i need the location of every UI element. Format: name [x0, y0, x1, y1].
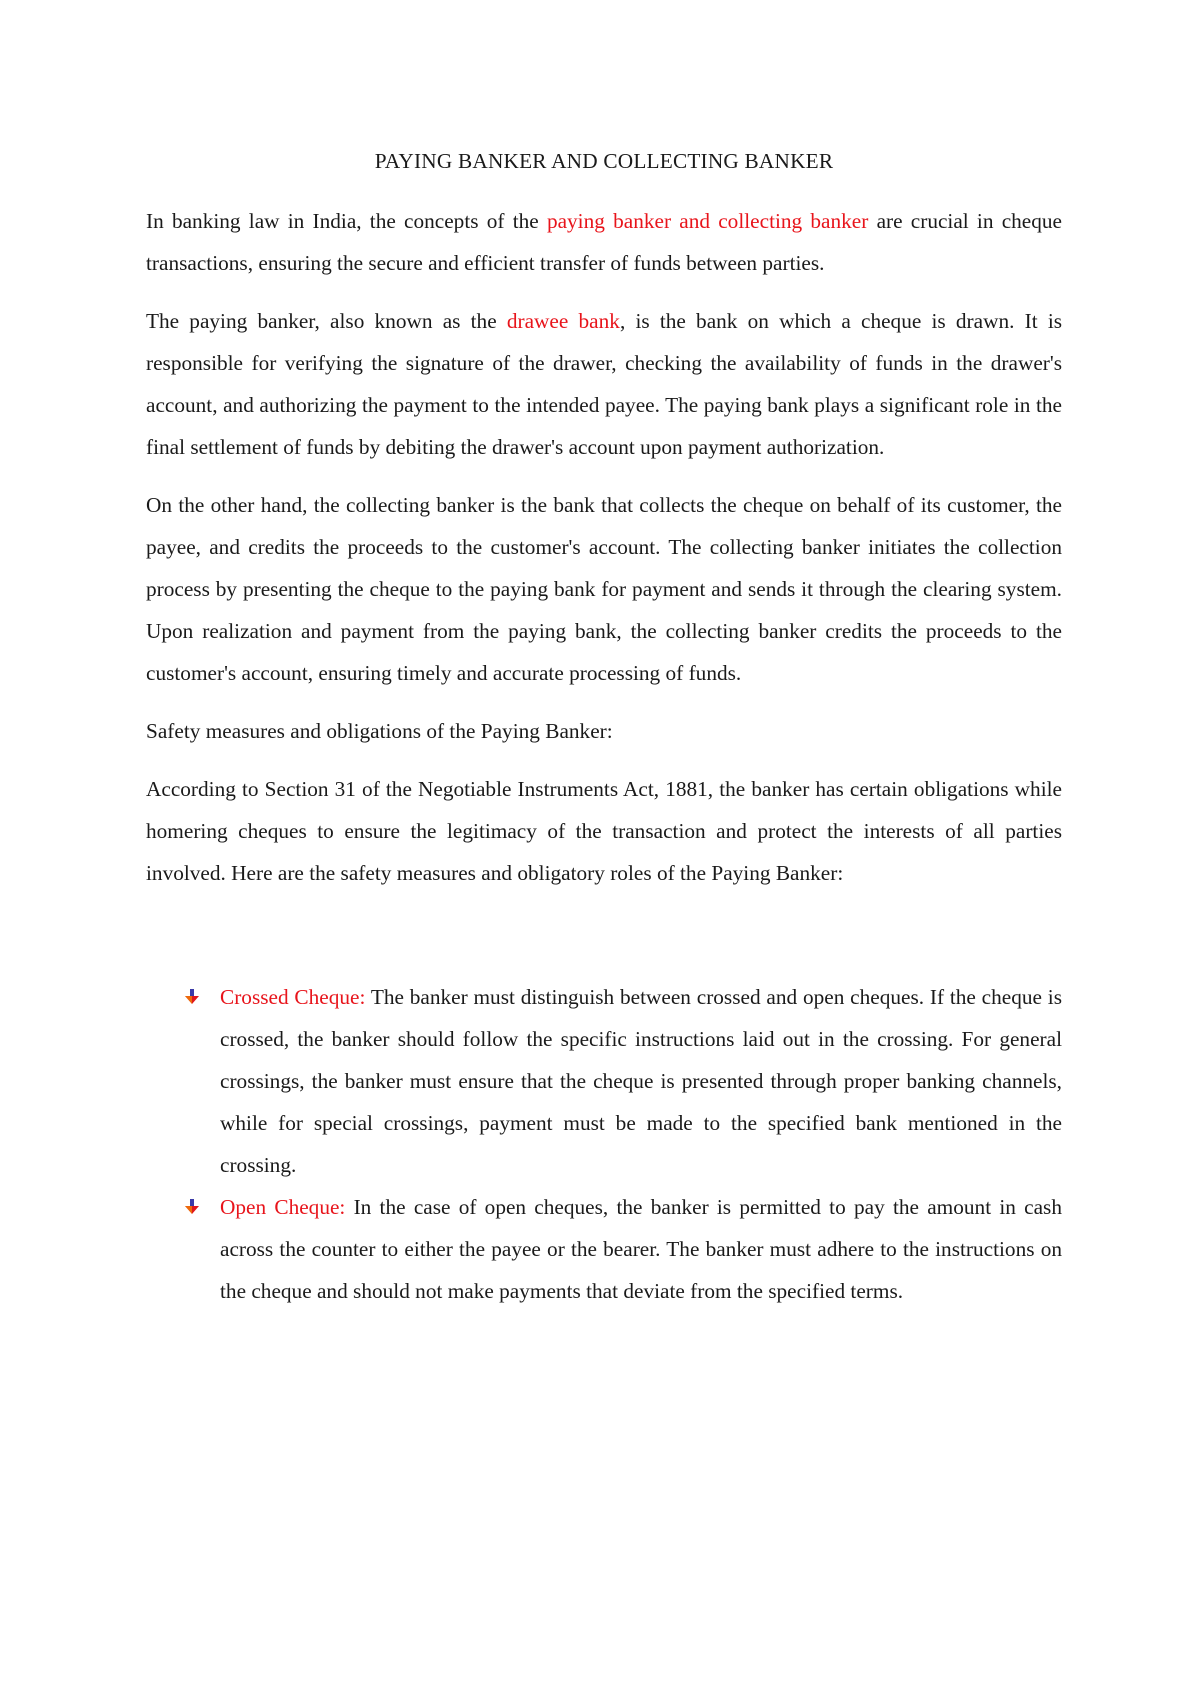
open-cheque-text: In the case of open cheques, the banker is permitted to pay the amount in cash across the counter to either the payee or the bearer. The banker must adhere to the instructions on the cheque and should not make payments that deviate from the specified terms. [220, 1195, 1062, 1303]
list-item-open-cheque [220, 1186, 1062, 1312]
crossed-cheque-label: Crossed Cheque: [220, 985, 366, 1009]
open-cheque-label: Open Cheque: [220, 1195, 346, 1219]
paragraph-paying-banker [146, 300, 1062, 468]
paragraph-collecting-banker: On the other hand, the collecting banker is the bank that collects the cheque on behalf of its customer, the payee, and credits the proceeds to the customer's account. The collecting banker initiates the collection process by presenting the cheque to the paying bank for payment and sends it through the clearing system. Upon realization and payment from the paying bank, the collecting banker credits the proceeds to the customer's account, ensuring timely and accurate processing of funds. [146, 493, 1062, 685]
crossed-cheque-text: The banker must distinguish between crossed and open cheques. If the cheque is crossed, the banker should follow the specific instructions laid out in the crossing. For general crossings, the banker must ensure that the cheque is presented through proper banking channels, while for special crossings, payment must be made to the specified bank mentioned in the crossing. [220, 985, 1062, 1177]
paying-text-after: , is the bank on which a cheque is drawn. It is responsible for verifying the signature of the drawer, checking the availability of funds in the drawer's account, and authorizing the payment to the intended payee. The paying bank plays a significant role in the final settlement of funds by debiting the drawer's account upon payment authorization. [146, 309, 1063, 459]
intro-text-after: are crucial in cheque transactions, ensuring the secure and efficient transfer of funds between parties. [146, 209, 1062, 275]
list-item-crossed-cheque [220, 976, 1062, 1186]
paragraph-section-31: According to Section 31 of the Negotiable Instruments Act, 1881, the banker has certain obligations while homering cheques to ensure the legitimacy of the transaction and protect the interests of all parties involved. Here are the safety measures and obligatory roles of the Paying Banker: [146, 777, 1062, 885]
arrow-down-bullet-icon [184, 989, 200, 1005]
intro-text-before: In banking law in India, the concepts of the [146, 209, 547, 233]
document-page [146, 140, 1062, 1312]
blank-space [146, 910, 1062, 976]
paying-highlight: drawee bank [506, 309, 620, 333]
paragraph-intro [146, 200, 1062, 284]
bullet-list [146, 976, 1062, 1312]
paying-text-before: The paying banker, also known as the [146, 309, 507, 333]
intro-highlight: paying banker and collecting banker [546, 209, 869, 233]
document-title: PAYING BANKER AND COLLECTING BANKER [374, 149, 834, 173]
arrow-down-bullet-icon [184, 1199, 200, 1215]
section-heading-safety-measures: Safety measures and obligations of the Paying Banker: [146, 719, 613, 743]
